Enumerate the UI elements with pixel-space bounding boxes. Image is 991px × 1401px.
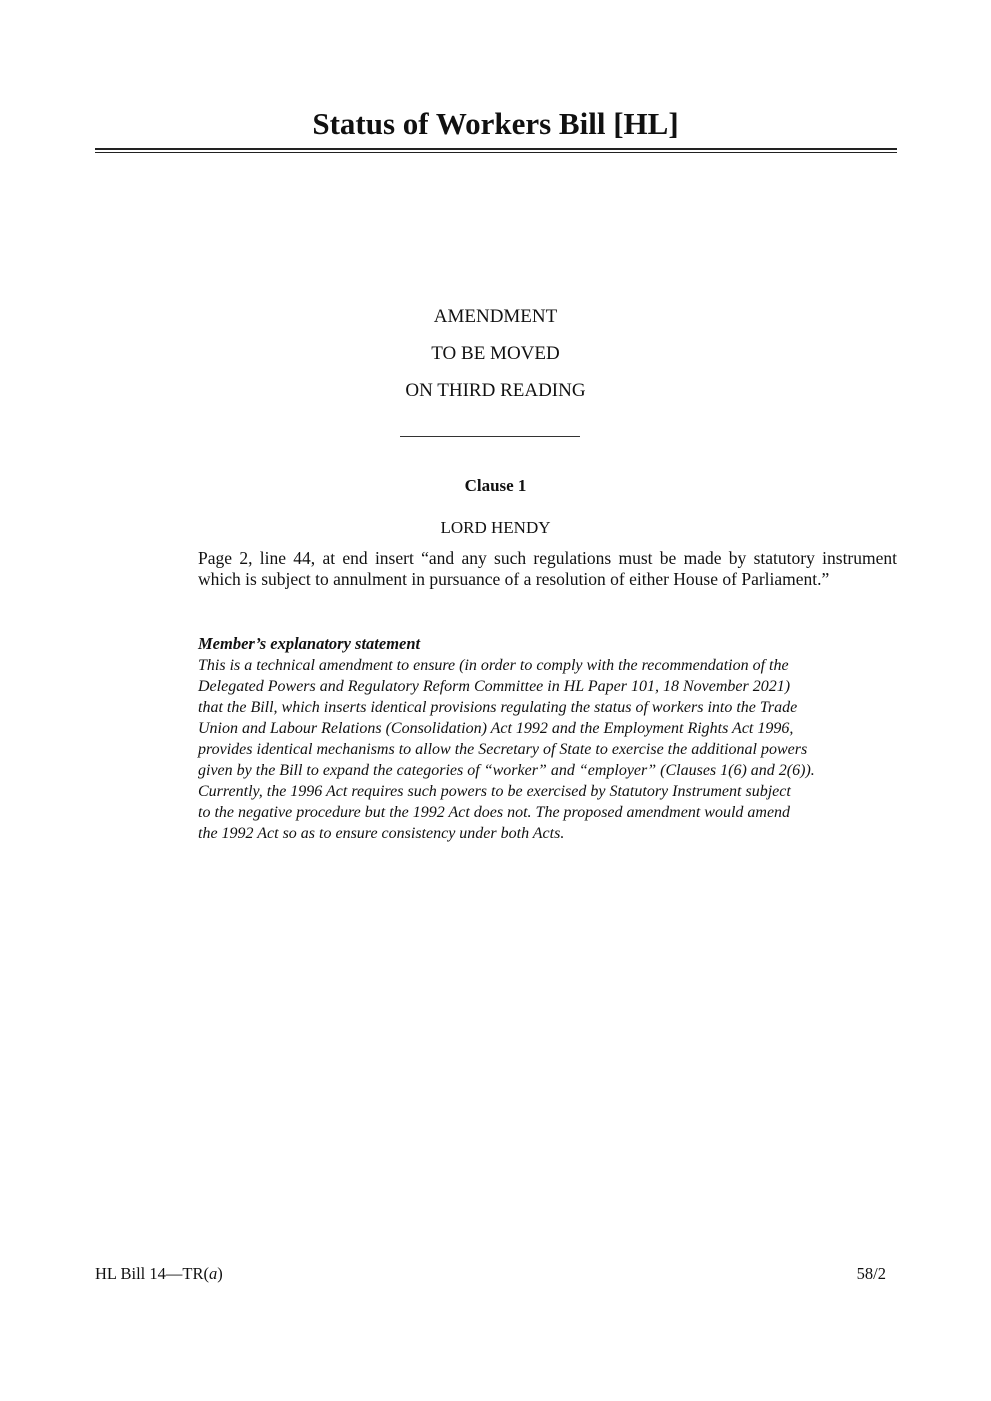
statement-line: Currently, the 1996 Act requires such powers to be exercised by Statutory Instrument subject (198, 783, 791, 800)
amendment-text: Page 2, line 44, at end insert “and any such regulations must be made by statutory instrument which is subject to annulment in pursuance of a resolution of either House of Parliament.” (198, 548, 897, 589)
statement-line: Union and Labour Relations (Consolidation) Act 1992 and the Employment Rights Act 1996, (198, 720, 794, 737)
statement-line: to the negative procedure but the 1992 Act does not. The proposed amendment would amend (198, 804, 791, 821)
statement-heading: Member’s explanatory statement (198, 634, 421, 653)
section-divider (400, 436, 580, 437)
clause-heading: Clause 1 (464, 476, 527, 495)
explanatory-statement (198, 655, 815, 844)
statement-line: the 1992 Act so as to ensure consistency under both Acts. (198, 825, 565, 842)
heading-line-2: TO BE MOVED (431, 343, 560, 364)
member-name: LORD HENDY (440, 518, 551, 537)
title-rule-thick (95, 148, 897, 150)
bill-reference (95, 1264, 223, 1284)
title-rule-thin (95, 152, 897, 153)
statement-line: given by the Bill to expand the categories of “worker” and “employer” (Clauses 1(6) and 2(6)). (198, 762, 815, 779)
page-reference: 58/2 (856, 1264, 886, 1283)
bill-reference-letter: a (208, 1264, 218, 1283)
heading-line-1: AMENDMENT (433, 306, 558, 327)
document-title: Status of Workers Bill [HL] (312, 106, 679, 141)
statement-line: Delegated Powers and Regulatory Reform Committee in HL Paper 101, 18 November 2021) (198, 678, 791, 695)
heading-line-3: ON THIRD READING (405, 380, 586, 401)
statement-line: This is a technical amendment to ensure (in order to comply with the recommendation of the (198, 657, 789, 674)
bill-reference-prefix: HL Bill 14—TR( (95, 1264, 209, 1283)
bill-reference-suffix: ) (217, 1264, 223, 1283)
statement-line: that the Bill, which inserts identical provisions regulating the status of workers into the Trade (198, 699, 798, 716)
statement-line: provides identical mechanisms to allow the Secretary of State to exercise the additional powers (198, 741, 808, 758)
